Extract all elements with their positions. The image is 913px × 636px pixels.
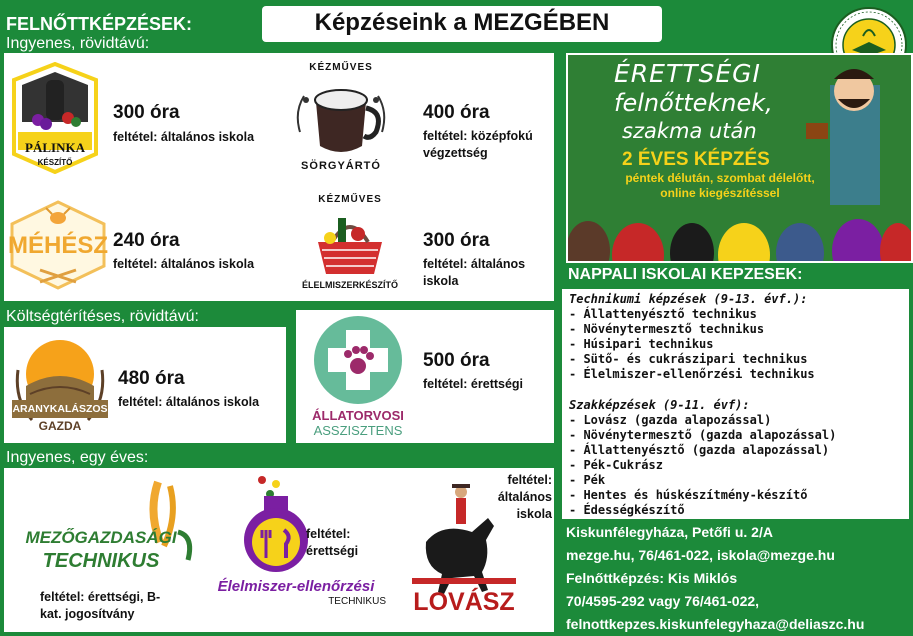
sorgyarto-requirement: feltétel: középfokú végzettség (423, 129, 533, 160)
free-year-heading: Ingyenes, egy éves: (6, 449, 149, 466)
vet-requirement: feltétel: érettségi (423, 377, 524, 391)
mezogazdasagi-requirement: feltétel: érettségi, B-kat. jogosítvány (40, 590, 161, 621)
banner-line6: online kiegészítéssel (660, 186, 780, 200)
elelmiszer-ellenorzesi-requirement: feltétel: érettségi (306, 527, 359, 558)
palinka-requirement: feltétel: általános iskola (113, 130, 255, 144)
elelmiszerkeszito-hours: 300 óra (423, 230, 490, 251)
paid-heading: Költségtérítéses, rövidtávú: (6, 308, 199, 325)
sorgyarto-hours: 400 óra (423, 102, 490, 123)
elelmiszer-ellenorzesi-logo-line1: Élelmiszer-ellenőrzési (217, 578, 375, 595)
banner-line3: szakma után (622, 119, 757, 143)
mezogazdasagi-logo-line2: TECHNIKUS (42, 550, 160, 572)
mezogazdasagi-logo-line1: MEZŐGAZDASÁGI (25, 528, 177, 547)
main-title: Képzéseink a MEZGÉBEN (314, 9, 610, 36)
list-item: - Élelmiszer-ellenőrzési technikus (569, 367, 815, 381)
aranykalaszos-requirement: feltétel: általános iskola (118, 395, 260, 409)
banner-line1: ÉRETTSÉGI (614, 59, 761, 88)
list-item: - Hentes és húskészítmény-készítő (569, 488, 808, 502)
palinka-logo-sub: KÉSZÍTŐ (37, 158, 73, 167)
banner-line2: felnőtteknek, (614, 89, 773, 117)
day-school-heading: NAPPALI ISKOLAI KEPZESEK: (568, 266, 803, 283)
list-item: - Sütő- és cukrászipari technikus (569, 352, 808, 366)
mehesz-logo-text: MÉHÉSZ (8, 232, 109, 259)
contact-address: Kiskunfélegyháza, Petőfi u. 2/A (566, 524, 773, 540)
vet-logo-line2: ASSZISZTENS (313, 423, 403, 438)
elelmiszer-ellenorzesi-logo (226, 474, 326, 576)
palinka-logo-text: PÁLINKA (25, 140, 85, 155)
aranykalaszos-logo-line1: ARANYKALÁSZOS (12, 403, 108, 415)
aranykalaszos-logo-line2: GAZDA (38, 419, 82, 433)
vet-hours: 500 óra (423, 350, 490, 371)
list-item: - Növénytermesztő technikus (569, 322, 765, 336)
contact-email[interactable]: felnottkepzes.kiskunfelegyhaza@deliaszc.hu (566, 616, 865, 632)
banner-line5: péntek délután, szombat délelőtt, (625, 171, 815, 185)
contact-block (566, 521, 864, 636)
contact-web-phone[interactable]: mezge.hu, 76/461-022, iskola@mezge.hu (566, 547, 835, 563)
elelmiszer-ellenorzesi-logo-line2: TECHNIKUS (328, 596, 386, 607)
list-item: - Állattenyésztő (gazda alapozással) (569, 443, 830, 457)
list-item: - Pék (569, 473, 606, 487)
aranykalaszos-hours: 480 óra (118, 368, 185, 389)
elelmiszerkeszito-logo-top: KÉZMŰVES (318, 194, 382, 205)
szak-list (569, 413, 836, 518)
sorgyarto-logo-bottom: SÖRGYÁRTÓ (301, 160, 381, 172)
lovasz-logo-text: LOVÁSZ (413, 588, 515, 616)
technikum-title: Technikumi képzések (9-13. évf.): (569, 292, 808, 306)
adult-title: FELNŐTTKÉPZÉSEK: (6, 14, 193, 34)
palinka-hours: 300 óra (113, 102, 180, 123)
list-item: - Pék-Cukrász (569, 458, 663, 472)
technikum-list (569, 307, 815, 382)
mehesz-requirement: feltétel: általános iskola (113, 257, 255, 271)
adult-subtitle: Ingyenes, rövidtávú: (6, 35, 150, 52)
lovasz-requirement: feltétel: általános iskola (497, 473, 552, 521)
contact-adult-person: Felnőttképzés: Kis Miklós (566, 570, 738, 586)
vet-logo (306, 314, 410, 410)
elelmiszerkeszito-requirement: feltétel: általános iskola (423, 257, 526, 288)
sorgyarto-logo-top: KÉZMŰVES (309, 62, 373, 73)
list-item: - Növénytermesztő (gazda alapozással) (569, 428, 837, 442)
list-item: - Állattenyésztő technikus (569, 307, 757, 321)
list-item: - Édességkészítő (569, 503, 685, 517)
banner-line4: 2 ÉVES KÉPZÉS (622, 149, 770, 170)
elelmiszerkeszito-logo-bottom: ÉLELMISZERKÉSZÍTŐ (301, 280, 398, 290)
list-item: - Húsipari technikus (569, 337, 714, 351)
list-item: - Lovász (gazda alapozással) (569, 413, 772, 427)
mehesz-hours: 240 óra (113, 230, 180, 251)
contact-phones[interactable]: 70/4595-292 vagy 76/461-022, (566, 593, 760, 609)
erettsegi-banner (566, 53, 913, 263)
szak-title: Szakképzések (9-11. évf): (569, 398, 750, 412)
vet-logo-line1: ÁLLATORVOSI (312, 408, 404, 423)
